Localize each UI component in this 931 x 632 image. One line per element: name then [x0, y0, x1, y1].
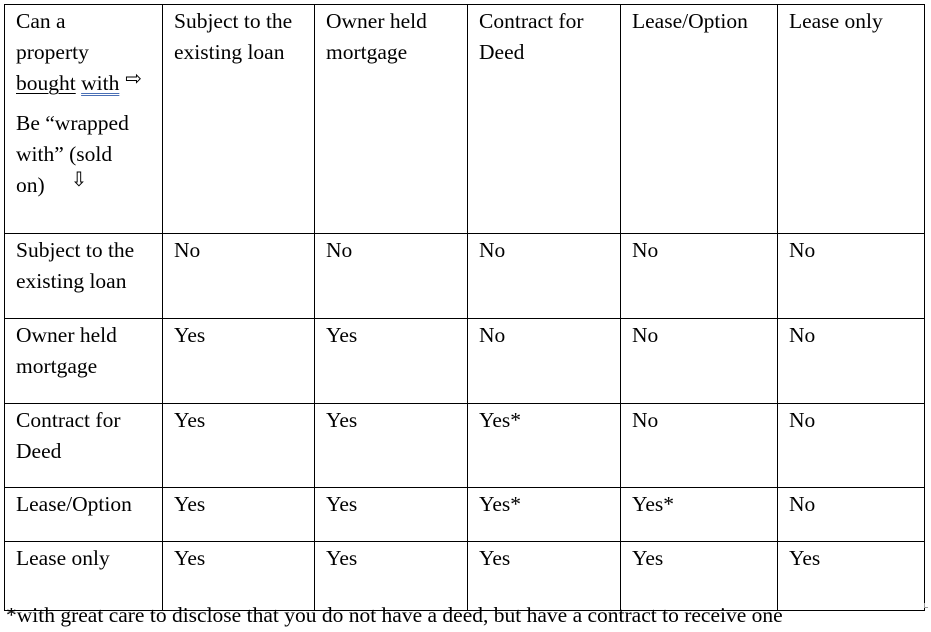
corner-word-bought: bought	[16, 71, 76, 95]
table-cell: No	[778, 319, 925, 404]
corner-word-with: with	[81, 71, 120, 95]
table-cell: No	[163, 234, 315, 319]
arrow-down-icon: ⇩	[70, 167, 88, 191]
column-header: Contract for Deed	[468, 5, 621, 234]
arrow-right-icon: ⇨	[125, 66, 143, 90]
table-cell: Yes	[315, 319, 468, 404]
table-cell: No	[468, 234, 621, 319]
corner-line-5: with” (sold	[16, 142, 113, 166]
table-cell: No	[778, 488, 925, 542]
table-cell: No	[315, 234, 468, 319]
column-header: Lease only	[778, 5, 925, 234]
column-header: Owner held mortgage	[315, 5, 468, 234]
table-cell: Yes	[315, 404, 468, 488]
corner-line-1: Can a	[16, 9, 66, 33]
corner-line-4: Be “wrapped	[16, 111, 129, 135]
table-cell: No	[621, 404, 778, 488]
table-cell: Yes	[163, 319, 315, 404]
table-row	[5, 404, 925, 488]
table-cell: No	[468, 319, 621, 404]
row-header: Lease only	[5, 542, 163, 611]
corner-line-6: on) ⇩	[16, 170, 152, 201]
corner-line-2: property	[16, 40, 89, 64]
corner-header-cell	[5, 5, 163, 234]
page-corner-mark	[924, 603, 928, 608]
table-row	[5, 319, 925, 404]
table-cell: Yes	[778, 542, 925, 611]
compatibility-table	[4, 4, 925, 611]
table-cell: No	[778, 404, 925, 488]
row-header: Lease/Option	[5, 488, 163, 542]
column-header: Subject to the existing loan	[163, 5, 315, 234]
table-cell: No	[621, 319, 778, 404]
corner-line-3	[16, 68, 152, 99]
column-header: Lease/Option	[621, 5, 778, 234]
table-cell: Yes	[315, 542, 468, 611]
table-cell: Yes	[621, 542, 778, 611]
row-header: Owner held mortgage	[5, 319, 163, 404]
table-row	[5, 488, 925, 542]
table-row	[5, 234, 925, 319]
table-cell: Yes	[163, 488, 315, 542]
header-row	[5, 5, 925, 234]
row-header: Subject to the existing loan	[5, 234, 163, 319]
table-cell: No	[778, 234, 925, 319]
table-cell: Yes	[468, 542, 621, 611]
table-cell: Yes	[163, 542, 315, 611]
table-cell: Yes	[163, 404, 315, 488]
table-cell: Yes	[315, 488, 468, 542]
table-cell: Yes*	[468, 488, 621, 542]
table-cell: No	[621, 234, 778, 319]
row-header: Contract for Deed	[5, 404, 163, 488]
footnote: *with great care to disclose that you do not have a deed, but have a contract to receive one	[6, 603, 783, 627]
table-cell: Yes*	[621, 488, 778, 542]
table-cell: Yes*	[468, 404, 621, 488]
